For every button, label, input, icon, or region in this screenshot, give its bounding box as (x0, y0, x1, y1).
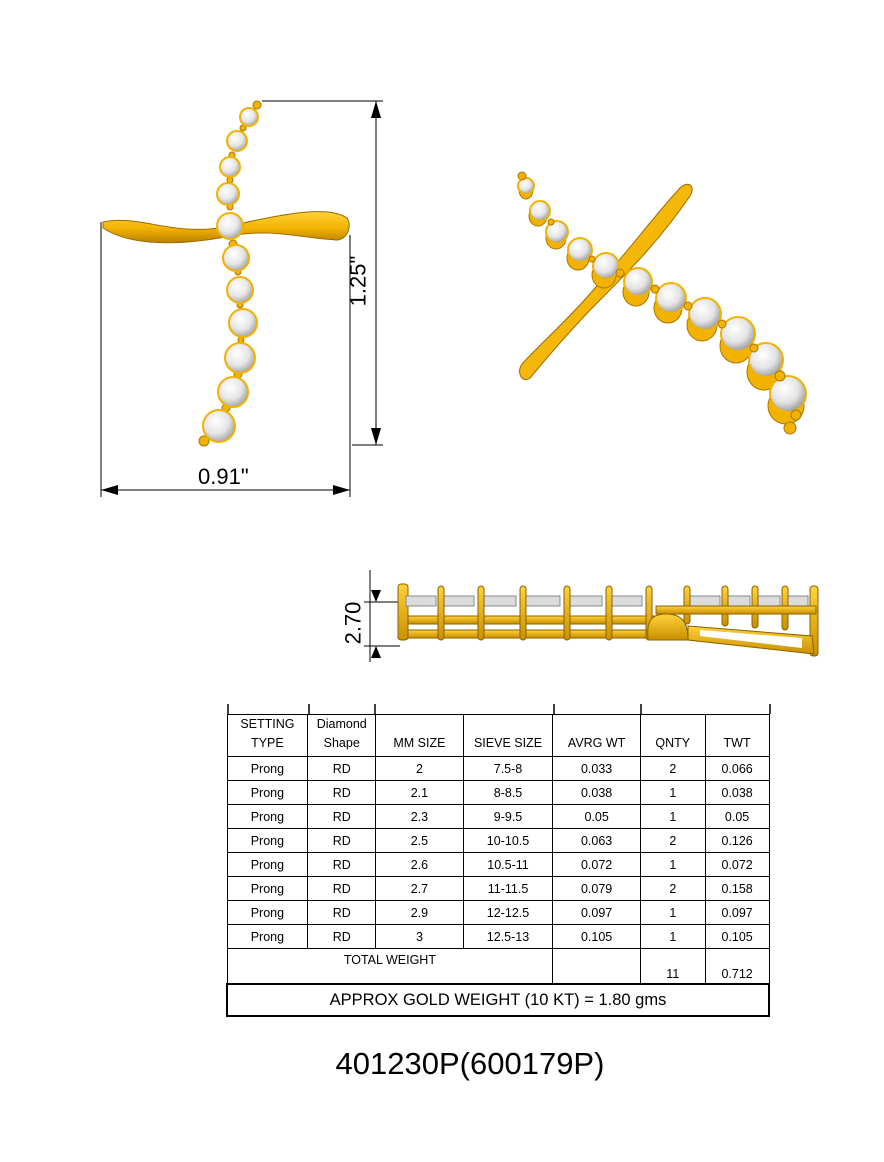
cell-twt: 0.05 (705, 805, 769, 829)
cell-mm-size: 2.9 (376, 901, 464, 925)
cell-diamond-shape: RD (308, 877, 376, 901)
cell-avrg-wt: 0.097 (553, 901, 641, 925)
cell-twt: 0.097 (705, 901, 769, 925)
total-qnty: 11 (640, 949, 705, 985)
cell-qnty: 2 (640, 877, 705, 901)
cell-qnty: 1 (640, 925, 705, 949)
cell-diamond-shape: RD (308, 853, 376, 877)
header-setting-type (227, 715, 308, 757)
cell-diamond-shape: RD (308, 925, 376, 949)
cell-sieve-size: 10.5-11 (463, 853, 553, 877)
cell-avrg-wt: 0.033 (553, 757, 641, 781)
depth-dimension-label (338, 592, 388, 652)
table-row (227, 757, 769, 781)
cell-setting-type: Prong (227, 901, 308, 925)
diamond-spec-table (226, 714, 770, 1017)
cell-diamond-shape: RD (308, 901, 376, 925)
cell-mm-size: 2.5 (376, 829, 464, 853)
product-code: 401230P(600179P) (335, 1046, 605, 1081)
header-twt: TWT (705, 715, 769, 757)
table-body (227, 757, 769, 949)
total-weight-label: TOTAL WEIGHT (227, 949, 553, 985)
table-row (227, 901, 769, 925)
cell-diamond-shape: RD (308, 781, 376, 805)
header-setting-line-1: SETTING (240, 717, 295, 731)
header-avrg-wt: AVRG WT (553, 715, 641, 757)
cell-avrg-wt: 0.072 (553, 853, 641, 877)
cell-mm-size: 2.3 (376, 805, 464, 829)
cell-setting-type: Prong (227, 925, 308, 949)
cell-setting-type: Prong (227, 853, 308, 877)
cell-avrg-wt: 0.063 (553, 829, 641, 853)
cell-mm-size: 2.7 (376, 877, 464, 901)
table-row (227, 805, 769, 829)
cell-mm-size: 2.1 (376, 781, 464, 805)
cell-sieve-size: 8-8.5 (463, 781, 553, 805)
table-header-row (227, 715, 769, 757)
cell-avrg-wt: 0.079 (553, 877, 641, 901)
cell-setting-type: Prong (227, 805, 308, 829)
table-row (227, 877, 769, 901)
header-diamond-shape (308, 715, 376, 757)
total-weight-row (227, 949, 769, 985)
header-mm-size: MM SIZE (376, 715, 464, 757)
cell-twt: 0.105 (705, 925, 769, 949)
side-view-drawing (340, 570, 830, 670)
perspective-view-drawing (500, 160, 840, 450)
cell-twt: 0.038 (705, 781, 769, 805)
header-qnty: QNTY (640, 715, 705, 757)
table-row (227, 829, 769, 853)
cell-qnty: 2 (640, 757, 705, 781)
total-avrg-blank (553, 949, 641, 985)
depth-dimension-text: 2.70 (340, 601, 366, 645)
cell-setting-type: Prong (227, 757, 308, 781)
cell-mm-size: 2 (376, 757, 464, 781)
cell-qnty: 1 (640, 781, 705, 805)
gold-weight-text: APPROX GOLD WEIGHT (10 KT) = 1.80 gms (227, 984, 769, 1016)
height-dimension-text: 1.25" (345, 255, 371, 307)
cell-sieve-size: 10-10.5 (463, 829, 553, 853)
cell-setting-type: Prong (227, 829, 308, 853)
cell-twt: 0.066 (705, 757, 769, 781)
cell-twt: 0.072 (705, 853, 769, 877)
cell-qnty: 1 (640, 901, 705, 925)
cell-mm-size: 3 (376, 925, 464, 949)
cell-diamond-shape: RD (308, 757, 376, 781)
cell-sieve-size: 11-11.5 (463, 877, 553, 901)
cell-qnty: 1 (640, 805, 705, 829)
cell-diamond-shape: RD (308, 805, 376, 829)
cell-mm-size: 2.6 (376, 853, 464, 877)
cell-avrg-wt: 0.05 (553, 805, 641, 829)
width-dimension-label: 0.91" (198, 464, 249, 489)
cell-twt: 0.126 (705, 829, 769, 853)
gold-weight-row (227, 984, 769, 1016)
cell-sieve-size: 12-12.5 (463, 901, 553, 925)
total-twt: 0.712 (705, 949, 769, 985)
header-setting-line-2: TYPE (251, 736, 284, 750)
table-row (227, 925, 769, 949)
cell-qnty: 2 (640, 829, 705, 853)
cell-qnty: 1 (640, 853, 705, 877)
cell-setting-type: Prong (227, 781, 308, 805)
cell-avrg-wt: 0.038 (553, 781, 641, 805)
table-row (227, 853, 769, 877)
cell-setting-type: Prong (227, 877, 308, 901)
header-sieve-size: SIEVE SIZE (463, 715, 553, 757)
height-dimension-label (345, 255, 395, 308)
cell-sieve-size: 12.5-13 (463, 925, 553, 949)
header-shape-line-1: Diamond (316, 717, 367, 731)
cell-diamond-shape: RD (308, 829, 376, 853)
header-shape-line-2: Shape (323, 736, 360, 750)
cell-sieve-size: 7.5-8 (463, 757, 553, 781)
cell-twt: 0.158 (705, 877, 769, 901)
table-row (227, 781, 769, 805)
cell-sieve-size: 9-9.5 (463, 805, 553, 829)
cell-avrg-wt: 0.105 (553, 925, 641, 949)
